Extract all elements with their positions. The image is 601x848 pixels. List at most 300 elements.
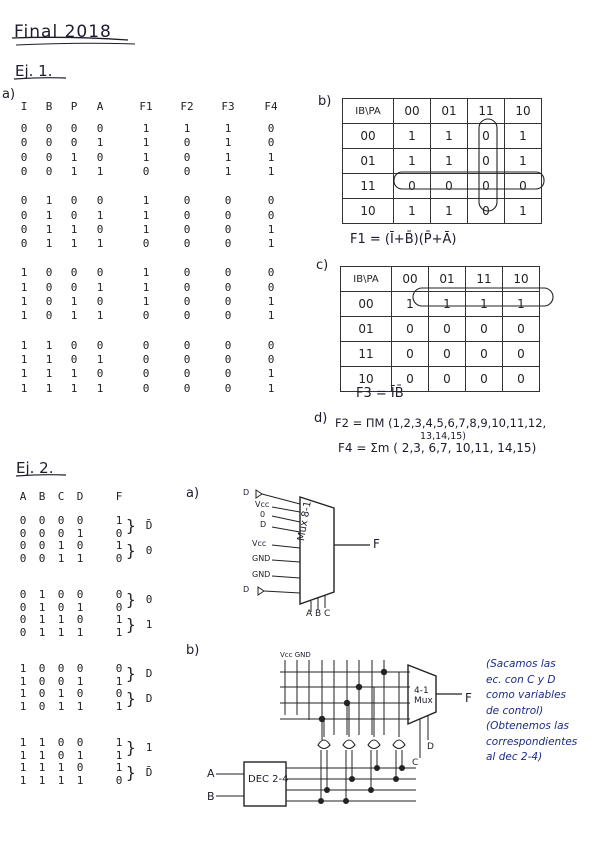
ej2-table-cell: 0 <box>76 539 84 552</box>
ej1-table-cell: 1 <box>96 164 104 178</box>
f4-expression: F4 = Σm ( 2,3, 6,7, 10,11, 14,15) <box>338 441 537 455</box>
ej2-table-cell: 1 <box>115 674 123 688</box>
ej1-table-cell: 0 <box>183 381 191 395</box>
group-note: D <box>145 667 153 680</box>
title-underline <box>12 37 128 40</box>
ej2-table-cell: 0 <box>76 662 84 675</box>
ej1-table-cell: 0 <box>96 150 104 164</box>
ej2-table-cell: 1 <box>38 773 46 787</box>
group-note: D̄ <box>145 519 153 532</box>
ej1-table-cell: 0 <box>70 266 78 280</box>
kmap-cell: 0 <box>429 342 466 367</box>
ej2-table-cell: 0 <box>76 588 84 601</box>
ej2-table-cell: 0 <box>19 539 27 552</box>
ej2-table-cell: 1 <box>115 736 123 749</box>
kmap-row-header: 00 <box>341 292 392 317</box>
kmap-cell: 0 <box>503 367 540 392</box>
ej1-table-cell: 0 <box>20 122 28 135</box>
ej2-table-cell: 0 <box>57 600 65 614</box>
ej1-table-cell: 0 <box>20 150 28 164</box>
ej1-table-cell: 1 <box>142 280 150 294</box>
ej1-table-cell: 1 <box>70 237 78 251</box>
ej2-table-cell: 1 <box>57 539 65 552</box>
f3-expression: F3 = ĪB̄ <box>356 386 404 401</box>
ej1-table-cell: 0 <box>183 208 191 222</box>
kmap-cell: 0 <box>468 174 505 199</box>
ej2-table-cell: 1 <box>57 625 65 639</box>
ej2-table-cell: 0 <box>57 588 65 601</box>
ej2-table-cell: 0 <box>115 600 123 614</box>
ej1-table-cell: 1 <box>20 309 28 323</box>
kmap-cell: 1 <box>505 149 542 174</box>
kmap-cell: 1 <box>431 124 468 149</box>
ej2-table-cell: 0 <box>76 613 84 626</box>
ej2-label: Ej. 2. <box>16 459 54 477</box>
ej1-table-cell: 0 <box>267 338 275 352</box>
mux81-input-lines <box>262 494 325 612</box>
ej1-table-cell: 1 <box>183 122 191 135</box>
ej1-table-cell: 1 <box>70 222 78 236</box>
mux41-label: 4-1 Mux <box>414 686 433 706</box>
ej1-table-cell: 0 <box>70 280 78 294</box>
mux81-input-label: GND <box>252 554 271 563</box>
ej1-table-cell: 1 <box>45 352 53 366</box>
ej2-table-cell: 1 <box>115 699 123 713</box>
ej1-table-cell: 0 <box>96 338 104 352</box>
kmap-cell: 0 <box>468 199 505 224</box>
ej1-table-cell: 0 <box>224 367 232 381</box>
ej2-table-cell: 1 <box>57 613 65 626</box>
ej1-table-cell: 0 <box>267 280 275 294</box>
ej2-table-cell: 1 <box>19 674 27 688</box>
ej2-table-cell: 1 <box>57 551 65 565</box>
ej2-table-cell: 0 <box>38 514 46 527</box>
f2-expression-cont: 13,14,15) <box>420 431 467 442</box>
ej2-table-cell: 1 <box>19 773 27 787</box>
kmap-col-header: 01 <box>429 267 466 292</box>
ej1-part-a-label: a) <box>2 87 16 102</box>
ej2-table-cell: 1 <box>57 687 65 700</box>
kmap-row-header: 00 <box>343 124 394 149</box>
ej2-table-cell: 0 <box>76 736 84 749</box>
ej2-header-cell: B <box>38 490 46 503</box>
note-line: de control) <box>486 704 544 717</box>
ej1-table-cell: 1 <box>20 266 28 280</box>
ej2-table-cell: 1 <box>57 699 65 713</box>
ej1-header-cell: B <box>45 100 53 113</box>
ej1-table-cell: 1 <box>45 237 53 251</box>
ej1-table-cell: 1 <box>45 367 53 381</box>
kmap-cell: 0 <box>503 342 540 367</box>
group-note: 0 <box>145 593 153 606</box>
ej1-table-cell: 1 <box>142 295 150 308</box>
ej1-table-cell: 0 <box>267 208 275 222</box>
kmap-row-header: 11 <box>343 174 394 199</box>
ej1-table-cell: 1 <box>96 237 104 251</box>
ej1-table-cell: 0 <box>267 352 275 366</box>
ej2-table-cell: 1 <box>115 539 123 552</box>
ej1-table-cell: 0 <box>142 367 150 381</box>
group-note: D̄ <box>145 766 153 779</box>
ej1-header-cell: F3 <box>221 100 235 113</box>
kmap-cell: 1 <box>466 292 503 317</box>
dec-label: DEC 2-4 <box>248 774 289 785</box>
ej1-table-cell: 0 <box>224 280 232 294</box>
kmap-cell: 0 <box>468 124 505 149</box>
ej2-table-cell: 1 <box>57 773 65 787</box>
group-brace: } <box>126 664 136 683</box>
ej1-table-cell: 0 <box>267 266 275 280</box>
ej1-table-cell: 1 <box>70 150 78 164</box>
ej2-table-cell: 0 <box>115 588 123 601</box>
ej2-table-cell: 0 <box>76 761 84 774</box>
ej1-table-cell: 0 <box>45 136 53 150</box>
ej1-table-cell: 0 <box>45 266 53 280</box>
ej2-table-cell: 0 <box>57 526 65 540</box>
ej1-table-cell: 0 <box>183 136 191 150</box>
kmap-col-header: 10 <box>503 267 540 292</box>
ej1-table-cell: 1 <box>70 309 78 323</box>
inverter-icon <box>258 587 264 595</box>
ej2-table-cell: 1 <box>19 736 27 749</box>
ej1-table-cell: 1 <box>267 309 275 323</box>
ej1-table-cell: 1 <box>96 309 104 323</box>
ej1-table-cell: 0 <box>70 352 78 366</box>
ej1-table-cell: 1 <box>142 222 150 236</box>
ej1-table-cell: 0 <box>96 266 104 280</box>
page-title: Final 2018 <box>14 22 112 42</box>
ej2-table-cell: 0 <box>38 551 46 565</box>
mux81-label: Mux 8-1 <box>296 500 314 542</box>
ej1-table-cell: 1 <box>20 381 28 395</box>
ej1-table-cell: 0 <box>267 122 275 135</box>
ej1-table-cell: 0 <box>183 338 191 352</box>
group-note: 1 <box>145 741 153 754</box>
ej1-table-cell: 0 <box>224 194 232 208</box>
ej1-table-cell: 1 <box>96 208 104 222</box>
ej2-header-cell: D <box>76 490 84 503</box>
kmap-cell: 0 <box>392 317 429 342</box>
ej2-table-cell: 0 <box>38 699 46 713</box>
ej1-table-cell: 1 <box>96 352 104 366</box>
ej1-table-cell: 1 <box>267 381 275 395</box>
kmap-cell: 0 <box>505 174 542 199</box>
ej2-table-cell: 0 <box>38 687 46 700</box>
ej2-table-cell: 0 <box>115 687 123 700</box>
ej1-table-cell: 1 <box>142 266 150 280</box>
ej1-table-cell: 0 <box>45 164 53 178</box>
ej1-table-cell: 0 <box>45 280 53 294</box>
ej2-table-cell: 1 <box>115 613 123 626</box>
group-brace: } <box>126 763 136 782</box>
ej1-table-cell: 0 <box>70 136 78 150</box>
ej1-part-c-label: c) <box>316 258 329 273</box>
ej2-table-cell: 1 <box>19 699 27 713</box>
group-brace: } <box>126 590 136 609</box>
ej2-part-b-label: b) <box>186 643 200 658</box>
mux81-input-label: D <box>243 488 250 497</box>
ej1-table-cell: 0 <box>20 237 28 251</box>
kmap-col-header: 11 <box>468 99 505 124</box>
note-line: (Sacamos las <box>486 658 556 670</box>
ej1-table-cell: 1 <box>267 222 275 236</box>
ej1-header-cell: F4 <box>264 100 278 113</box>
ej1-header-cell: P <box>70 100 78 113</box>
kmap-cell: 1 <box>394 124 431 149</box>
ej1-header-cell: F2 <box>180 100 194 113</box>
group-brace: } <box>126 689 136 708</box>
kmap-cell: 1 <box>431 149 468 174</box>
ej1-label: Ej. 1. <box>15 62 53 80</box>
kmap-cell: 0 <box>392 367 429 392</box>
ej1-table-cell: 1 <box>70 381 78 395</box>
kmap-corner-label: IB\PA <box>341 267 392 292</box>
ej1-table-cell: 0 <box>224 352 232 366</box>
ej2-table-cell: 0 <box>19 526 27 540</box>
ej1-part-b-label: b) <box>318 94 332 109</box>
ej1-table-cell: 1 <box>224 150 232 164</box>
ej2-table-cell: 1 <box>115 514 123 527</box>
ej1-underline <box>14 78 66 79</box>
ej1-table-cell: 0 <box>183 309 191 323</box>
dec-lines <box>216 750 419 801</box>
ej2-table-cell: 1 <box>115 625 123 639</box>
ej1-table-cell: 0 <box>183 150 191 164</box>
kmap-cell: 1 <box>392 292 429 317</box>
ej2-table-cell: 1 <box>38 613 46 626</box>
kmap-cell: 1 <box>505 124 542 149</box>
mux81-select-labels: A B C <box>306 609 331 619</box>
kmap-corner-label: IB\PA <box>343 99 394 124</box>
mux81-input-label: Vcc <box>255 500 270 509</box>
mux81-body <box>300 497 334 604</box>
title-underline-2 <box>16 43 135 45</box>
dec-junctions <box>318 765 405 804</box>
ej2-table-cell: 1 <box>38 736 46 749</box>
ej2-table-cell: 0 <box>19 625 27 639</box>
ej1-table-cell: 0 <box>70 194 78 208</box>
ej1-table-cell: 0 <box>183 280 191 294</box>
ej2-table-cell: 1 <box>76 526 84 540</box>
ej1-table-cell: 0 <box>224 295 232 308</box>
kmap-cell: 1 <box>503 292 540 317</box>
ej1-table-cell: 1 <box>45 338 53 352</box>
ej2-table-cell: 0 <box>115 773 123 787</box>
ej2-table-cell: 1 <box>76 551 84 565</box>
ej1-table-cell: 0 <box>183 237 191 251</box>
ej1-table-cell: 0 <box>96 194 104 208</box>
group-note: 0 <box>145 544 153 557</box>
ej1-table-cell: 0 <box>70 338 78 352</box>
ej2-table-cell: 0 <box>19 600 27 614</box>
ej2-table-cell: 0 <box>76 687 84 700</box>
mux41-output-label: F <box>465 691 472 705</box>
ej2-table-cell: 0 <box>76 514 84 527</box>
ej1-table-cell: 0 <box>183 352 191 366</box>
kmap-b-group-row <box>394 172 544 189</box>
kmap-cell: 1 <box>505 199 542 224</box>
kmap-col-header: 11 <box>466 267 503 292</box>
ej1-header-cell: A <box>96 100 104 113</box>
ej1-part-d-label: d) <box>314 411 328 426</box>
ej1-table-cell: 0 <box>20 222 28 236</box>
ej2-table-cell: 0 <box>115 526 123 540</box>
ej2-table-cell: 1 <box>115 748 123 762</box>
ej1-table-cell: 1 <box>224 122 232 135</box>
ej2-table-cell: 1 <box>76 748 84 762</box>
ej1-table-cell: 0 <box>142 164 150 178</box>
inverter-icon <box>256 490 262 498</box>
ej2-table-cell: 0 <box>115 662 123 675</box>
ej2-table-cell: 0 <box>57 662 65 675</box>
ej2-table-cell: 1 <box>38 588 46 601</box>
ej1-table-cell: 0 <box>142 381 150 395</box>
ej2-table-cell: 0 <box>57 514 65 527</box>
ej1-table-cell: 0 <box>20 164 28 178</box>
ej2-table-cell: 0 <box>57 674 65 688</box>
ej1-table-cell: 1 <box>45 208 53 222</box>
ej2-part-a-label: a) <box>186 486 200 501</box>
ej2-header-cell: F <box>115 490 123 503</box>
ej1-table-cell: 1 <box>142 150 150 164</box>
ej1-table-cell: 0 <box>142 309 150 323</box>
note-line: como variables <box>486 689 567 701</box>
ej1-table-cell: 0 <box>142 237 150 251</box>
kmap-col-header: 00 <box>394 99 431 124</box>
kmap-cell: 0 <box>466 342 503 367</box>
kmap-row-header: 10 <box>341 367 392 392</box>
mux81-input-label: 0 <box>260 510 266 519</box>
ej2-table-cell: 1 <box>57 761 65 774</box>
ej1-header-cell: F1 <box>139 100 153 113</box>
ej1-table-cell: 0 <box>20 194 28 208</box>
ej1-table-cell: 1 <box>20 280 28 294</box>
ej1-table-cell: 0 <box>45 309 53 323</box>
mux81-output-label: F <box>373 537 380 551</box>
ej1-table-cell: 0 <box>96 122 104 135</box>
ej2-table-cell: 0 <box>38 662 46 675</box>
ej2-table-cell: 1 <box>76 600 84 614</box>
ej1-table-cell: 1 <box>70 295 78 308</box>
ej1-table-cell: 0 <box>20 136 28 150</box>
bus-labels: Vcc GND <box>280 651 311 659</box>
ej1-table-cell: 1 <box>70 164 78 178</box>
ej2-table-cell: 1 <box>38 748 46 762</box>
ej2-table-cell: 0 <box>38 539 46 552</box>
ej2-header-cell: C <box>57 490 65 503</box>
mux81-input-label: D <box>260 520 267 529</box>
f1-expression: F1 = (Ī+B̄)(P̄+Ā) <box>350 232 457 247</box>
ej1-table-cell: 1 <box>70 367 78 381</box>
kmap-cell: 0 <box>429 317 466 342</box>
ej1-table-cell: 0 <box>224 381 232 395</box>
ej1-table-cell: 0 <box>45 122 53 135</box>
ej1-table-cell: 0 <box>224 222 232 236</box>
mux41-body <box>408 665 436 724</box>
ej2-table-cell: 1 <box>19 662 27 675</box>
ej1-table-cell: 1 <box>20 295 28 308</box>
dec-body <box>244 762 286 806</box>
bus-junctions <box>319 669 387 722</box>
kmap-cell: 1 <box>431 199 468 224</box>
ej1-table-cell: 1 <box>267 295 275 308</box>
ej1-table-cell: 0 <box>183 222 191 236</box>
mux81-input-label: D <box>243 585 250 594</box>
ej1-table-cell: 1 <box>267 164 275 178</box>
kmap-col-header: 01 <box>431 99 468 124</box>
ej2-header-cell: A <box>19 490 27 503</box>
kmap-cell: 1 <box>429 292 466 317</box>
kmap-cell: 0 <box>468 149 505 174</box>
ej2-table-cell: 0 <box>19 588 27 601</box>
ej1-table-cell: 0 <box>224 266 232 280</box>
kmap-cell: 0 <box>429 367 466 392</box>
bus-grid <box>280 660 410 740</box>
ej1-table-cell: 0 <box>224 208 232 222</box>
ej1-table-cell: 0 <box>142 352 150 366</box>
ej1-table-cell: 0 <box>45 150 53 164</box>
group-brace: } <box>126 615 136 634</box>
ej2-table-cell: 0 <box>19 551 27 565</box>
ej1-table-cell: 0 <box>267 136 275 150</box>
kmap-cell: 0 <box>431 174 468 199</box>
ej1-table-cell: 0 <box>267 194 275 208</box>
kmap-c-group-row <box>413 288 553 306</box>
kmap-row-header: 01 <box>343 149 394 174</box>
ej2-table-cell: 1 <box>76 674 84 688</box>
ej1-table-cell: 1 <box>45 222 53 236</box>
ej2-table-cell: 1 <box>38 625 46 639</box>
ej2-table-cell: 1 <box>19 761 27 774</box>
kmap-cell: 1 <box>394 199 431 224</box>
ej2-table-cell: 1 <box>38 600 46 614</box>
ej1-table-cell: 0 <box>96 222 104 236</box>
ej2-table-cell: 1 <box>76 773 84 787</box>
ej1-table-cell: 1 <box>45 381 53 395</box>
ej1-table-cell: 1 <box>142 136 150 150</box>
kmap-cell: 0 <box>466 317 503 342</box>
ej1-table-cell: 1 <box>20 367 28 381</box>
ej1-table-cell: 1 <box>267 150 275 164</box>
ej2-table-cell: 1 <box>19 748 27 762</box>
ej1-table-cell: 1 <box>96 136 104 150</box>
ej1-table-cell: 1 <box>142 208 150 222</box>
group-note: 1 <box>145 618 153 631</box>
ej1-table-cell: 1 <box>224 136 232 150</box>
note-line: correspondientes <box>486 735 578 748</box>
or-gates <box>318 740 405 749</box>
ej2-table-cell: 0 <box>19 613 27 626</box>
gate-output-lines <box>324 672 399 737</box>
ej1-table-cell: 0 <box>70 122 78 135</box>
ej2-underline <box>16 475 66 476</box>
ej1-table-cell: 0 <box>183 194 191 208</box>
note-line: ec. con C y D <box>486 673 556 686</box>
ej1-table-cell: 1 <box>224 164 232 178</box>
ej1-table-cell: 1 <box>96 381 104 395</box>
f2-expression: F2 = ΠM (1,2,3,4,5,6,7,8,9,10,11,12, <box>335 416 547 430</box>
ej2-table-cell: 1 <box>76 625 84 639</box>
group-brace: } <box>126 516 136 535</box>
kmap-col-header: 10 <box>505 99 542 124</box>
select-d-label: D <box>427 742 434 752</box>
ej2-table-cell: 1 <box>115 761 123 774</box>
kmap-cell: 0 <box>394 174 431 199</box>
input-b-label: B <box>207 790 215 803</box>
ej1-table-cell: 0 <box>183 266 191 280</box>
ej2-table-cell: 0 <box>57 736 65 749</box>
input-a-label: A <box>207 767 215 780</box>
